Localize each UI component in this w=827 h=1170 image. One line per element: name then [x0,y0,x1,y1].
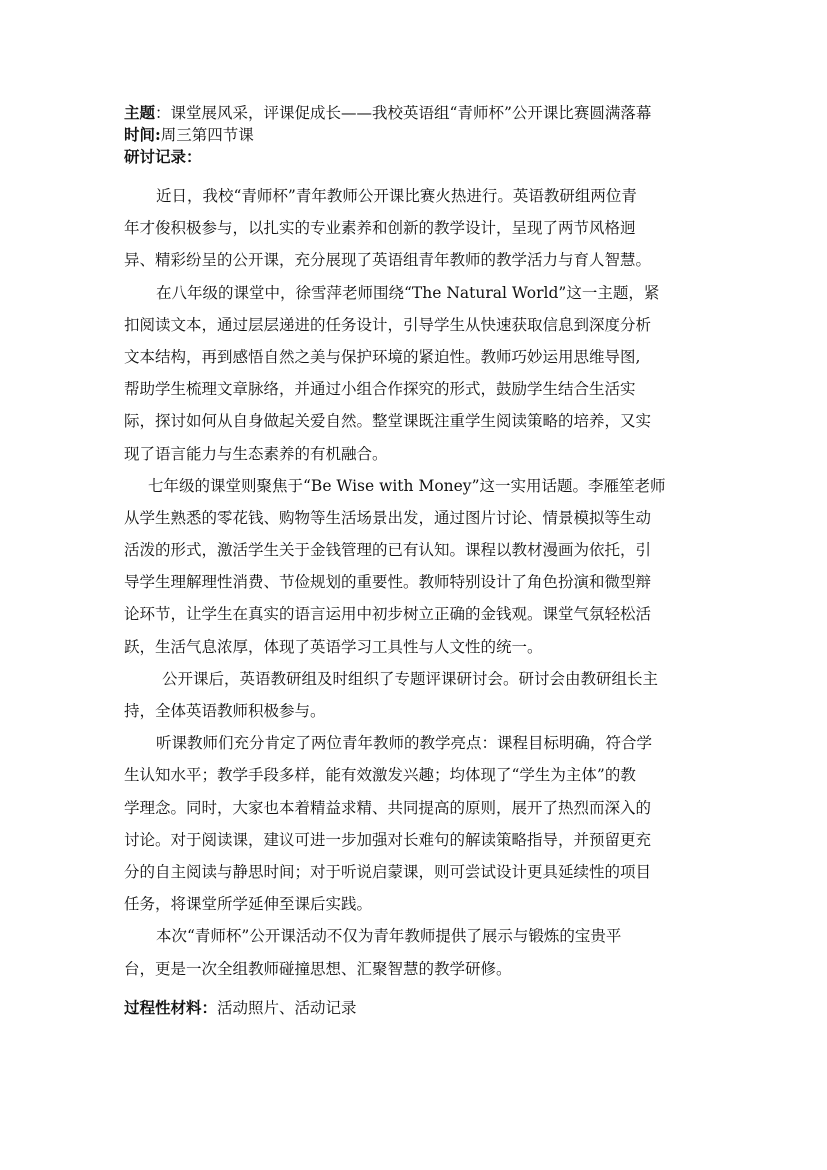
topic-separator: ： [155,104,171,122]
materials-line [124,996,357,1020]
paragraph-line: 异、精彩纷呈的公开课，充分展现了英语组青年教师的教学活力与育人智慧。 [124,251,652,270]
paragraph-line: 年才俊积极参与，以扎实的专业素养和创新的教学设计，呈现了两节风格迥 [124,219,636,238]
record-body [124,180,700,985]
paragraph-line: 分的自主阅读与静思时间；对于听说启蒙课，则可尝试设计更具延续性的项目 [124,862,652,881]
document-header [124,102,724,168]
paragraph-line: 本次“青师杯”公开课活动不仅为青年教师提供了展示与锻炼的宝贵平 [156,927,622,946]
materials-label: 过程性材料： [124,998,218,1017]
paragraph-line: 讨论。对于阅读课，建议可进一步加强对长难句的解读策略指导，并预留更充 [124,830,652,849]
time-line [124,124,724,146]
topic-text: 课堂展风采，评课促成长——我校英语组“青师杯”公开课比赛圆满落幕 [170,104,652,122]
paragraph-line: 从学生熟悉的零花钱、购物等生活场景出发，通过图片讨论、情景模拟等生动 [124,508,652,527]
topic-label: 主题 [124,103,156,122]
paragraph-line: 近日，我校“青师杯”青年教师公开课比赛火热进行。英语教研组两位青 [156,187,637,205]
time-text: 周三第四节课 [160,126,254,144]
paragraph-line: 论环节，让学生在真实的语言运用中初步树立正确的金钱观。课堂气氛轻松活 [124,605,652,624]
paragraph-line: 台，更是一次全组教师碰撞思想、汇聚智慧的教学研修。 [124,959,512,978]
paragraph-line: 持，全体英语教师积极参与。 [124,702,326,720]
paragraph-line: 际，探讨如何从自身做起关爱自然。整堂课既注重学生阅读策略的培养，又实 [124,412,652,431]
paragraph-line: 现了语言能力与生态素养的有机融合。 [124,444,388,463]
paragraph-line: 导学生理解理性消费、节俭规划的重要性。教师特别设计了角色扮演和微型辩 [124,573,652,592]
paragraph-line: 活泼的形式，激活学生关于金钱管理的已有认知。课程以教材漫画为依托，引 [124,541,652,560]
record-line [124,146,724,168]
paragraph-line: 文本结构，再到感悟自然之美与保护环境的紧迫性。教师巧妙运用思维导图, [124,347,641,366]
paragraph-line: 听课教师们充分肯定了两位青年教师的教学亮点：课程目标明确，符合学 [156,734,653,753]
topic-line [124,102,724,124]
paragraph-line: 七年级的课堂则聚焦于“Be Wise with Money”这一实用话题。李雁笙老师 [148,476,666,495]
paragraph-line: 任务，将课堂所学延伸至课后实践。 [124,895,373,914]
paragraph-line: 生认知水平；教学手段多样，能有效激发兴趣；均体现了“学生为主体”的教 [124,766,636,785]
record-label: 研讨记录： [124,147,202,166]
paragraph-line: 扣阅读文本，通过层层递进的任务设计，引导学生从快速获取信息到深度分析 [124,315,652,334]
paragraph-line: 跃，生活气息浓厚，体现了英语学习工具性与人文性的统一。 [124,637,543,656]
paragraph-line: 帮助学生梳理文章脉络，并通过小组合作探究的形式，鼓励学生结合生活实 [124,380,636,399]
materials-text: 活动照片、活动记录 [217,999,357,1017]
paragraph-line: 公开课后，英语教研组及时组织了专题评课研讨会。研讨会由教研组长主 [162,669,659,688]
time-label: 时间: [124,125,161,144]
paragraph-line: 在八年级的课堂中，徐雪萍老师围绕“The Natural World”这一主题，紧 [156,283,660,302]
paragraph-line: 学理念。同时，大家也本着精益求精、共同提高的原则，展开了热烈而深入的 [124,798,652,817]
